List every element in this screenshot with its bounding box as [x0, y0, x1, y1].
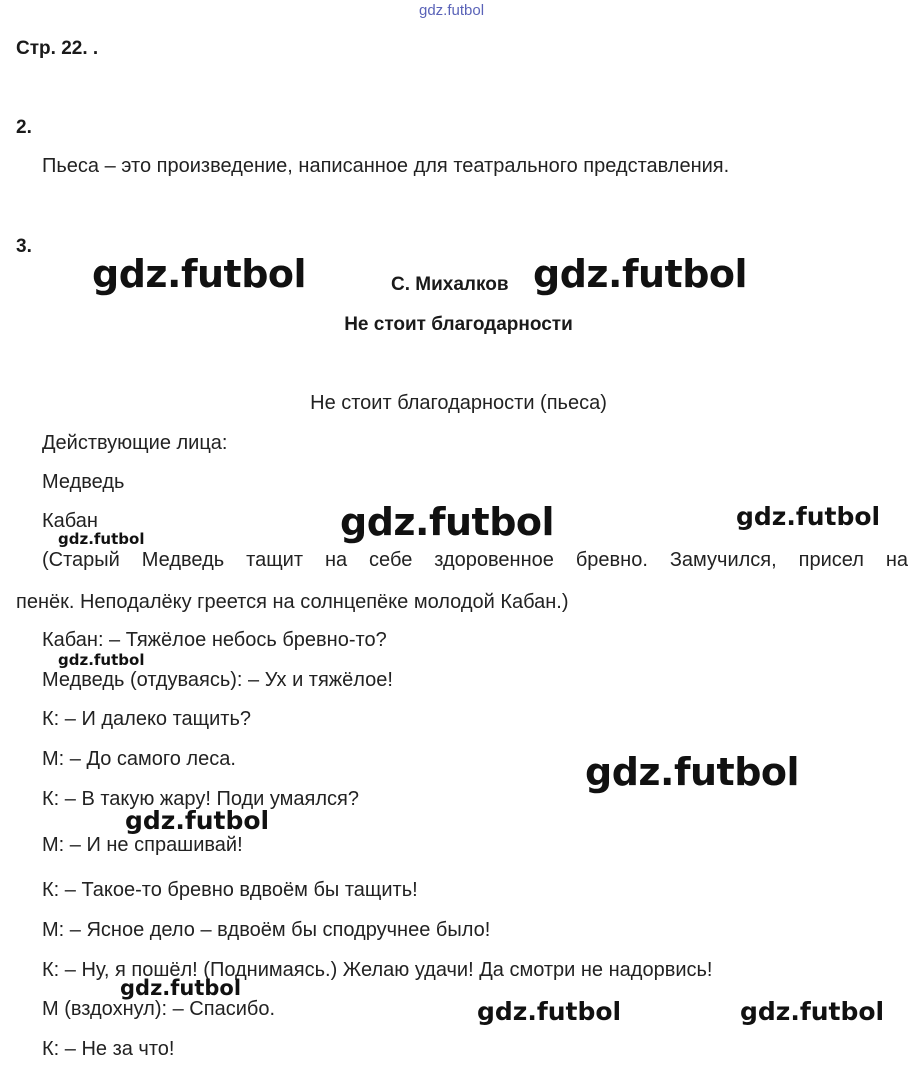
- characters-label: Действующие лица:: [42, 432, 228, 454]
- watermark-text: gdz.futbol: [58, 651, 145, 669]
- story-author: С. Михалков: [391, 274, 509, 295]
- watermark-text: gdz.futbol: [92, 252, 307, 296]
- play-title: Не стоит благодарности (пьеса): [310, 392, 607, 414]
- dialogue-line: К: – И далеко тащить?: [42, 708, 252, 730]
- watermark-text: gdz.futbol: [736, 502, 881, 531]
- watermark-text: gdz.futbol: [120, 976, 242, 1000]
- watermark-text: gdz.futbol: [477, 997, 622, 1026]
- dialogue-line: К: – Не за что!: [42, 1038, 175, 1060]
- watermark-text: gdz.futbol: [58, 530, 145, 548]
- character-boar: Кабан: [42, 510, 98, 532]
- dialogue-line: М: – Ясное дело – вдвоём бы сподручнее было!: [42, 919, 491, 941]
- dialogue-line: Кабан: – Тяжёлое небось бревно-то?: [42, 629, 387, 651]
- dialogue-line: М (вздохнул): – Спасибо.: [42, 998, 276, 1020]
- watermark-text: gdz.futbol: [340, 500, 555, 544]
- task-2-answer: Пьеса – это произведение, написанное для театрального представления.: [42, 155, 730, 177]
- dialogue-line: Медведь (отдуваясь): – Ух и тяжёлое!: [42, 669, 393, 691]
- character-bear: Медведь: [42, 471, 125, 493]
- watermark-text: gdz.futbol: [125, 806, 270, 835]
- dialogue-line: К: – Такое-то бревно вдвоём бы тащить!: [42, 879, 418, 901]
- stage-direction-line-2: пенёк. Неподалёку греется на солнцепёке молодой Кабан.): [16, 591, 569, 613]
- stage-direction-line-1: (Старый Медведь тащит на себе здоровенное бревно. Замучился, присел на: [42, 549, 908, 571]
- dialogue-line: К: – В такую жару! Поди умаялся?: [42, 788, 360, 810]
- dialogue-line: К: – Ну, я пошёл! (Поднимаясь.) Желаю удачи! Да смотри не надорвись!: [42, 959, 713, 981]
- task-2-number: 2.: [16, 117, 32, 138]
- dialogue-line: М: – И не спрашивай!: [42, 834, 243, 856]
- dialogue-line: М: – До самого леса.: [42, 748, 236, 770]
- task-3-number: 3.: [16, 236, 32, 257]
- story-title: Не стоит благодарности: [344, 314, 573, 335]
- page-heading: Стр. 22. .: [16, 38, 99, 59]
- watermark-top-link[interactable]: gdz.futbol: [419, 2, 485, 19]
- watermark-text: gdz.futbol: [585, 750, 800, 794]
- watermark-text: gdz.futbol: [533, 252, 748, 296]
- watermark-text: gdz.futbol: [740, 997, 885, 1026]
